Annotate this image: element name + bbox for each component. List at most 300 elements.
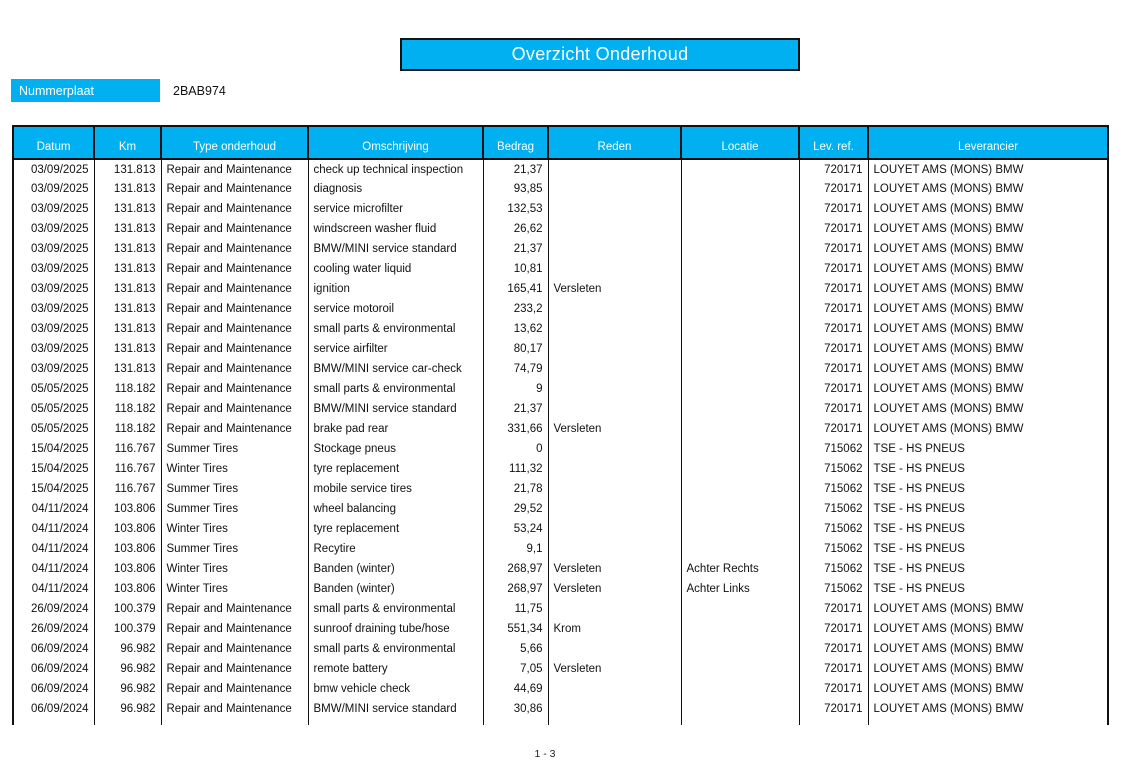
page-indicator-text: 1 - 3 [534, 748, 556, 760]
cell-locatie [681, 599, 799, 619]
table-row [13, 699, 1108, 719]
cell-datum: 03/09/2025 [13, 359, 94, 379]
cell-leverancier: TSE - HS PNEUS [868, 479, 1108, 499]
cell-type-onderhoud: Winter Tires [161, 559, 308, 579]
cell-km: 131.813 [94, 239, 161, 259]
cell-locatie [681, 479, 799, 499]
cell-omschrijving: small parts & environmental [308, 639, 483, 659]
table-row [13, 419, 1108, 439]
cell-reden [548, 479, 681, 499]
cell-km: 96.982 [94, 659, 161, 679]
table-row [13, 619, 1108, 639]
cell-bedrag: 11,75 [483, 599, 548, 619]
cell-lev-ref: 720171 [799, 299, 868, 319]
table-row [13, 219, 1108, 239]
cell-lev-ref: 720171 [799, 219, 868, 239]
cell-type-onderhoud: Repair and Maintenance [161, 199, 308, 219]
cell-locatie [681, 159, 799, 179]
column-header-reden: Reden [548, 126, 681, 159]
cell-reden [548, 179, 681, 199]
cell-omschrijving: small parts & environmental [308, 379, 483, 399]
cell-lev-ref: 720171 [799, 679, 868, 699]
cell-leverancier: LOUYET AMS (MONS) BMW [868, 259, 1108, 279]
cell-datum: 05/05/2025 [13, 419, 94, 439]
cell-leverancier: LOUYET AMS (MONS) BMW [868, 299, 1108, 319]
cell-type-onderhoud: Repair and Maintenance [161, 399, 308, 419]
cell-datum: 04/11/2024 [13, 539, 94, 559]
cell-leverancier: LOUYET AMS (MONS) BMW [868, 659, 1108, 679]
cell-bedrag: 21,78 [483, 479, 548, 499]
cell-datum: 15/04/2025 [13, 439, 94, 459]
cell-km: 103.806 [94, 579, 161, 599]
cell-leverancier: TSE - HS PNEUS [868, 539, 1108, 559]
cell-km [94, 719, 161, 725]
license-plate-label-text: Nummerplaat [19, 83, 95, 98]
cell-bedrag: 331,66 [483, 419, 548, 439]
cell-omschrijving: ignition [308, 279, 483, 299]
cell-omschrijving: BMW/MINI service standard [308, 239, 483, 259]
cell-km: 100.379 [94, 619, 161, 639]
cell-km: 100.379 [94, 599, 161, 619]
cell-lev-ref: 715062 [799, 539, 868, 559]
cell-bedrag: 29,52 [483, 499, 548, 519]
table-row [13, 339, 1108, 359]
cell-bedrag: 268,97 [483, 559, 548, 579]
cell-datum: 03/09/2025 [13, 339, 94, 359]
cell-bedrag: 80,17 [483, 339, 548, 359]
cell-km: 131.813 [94, 219, 161, 239]
cell-locatie [681, 499, 799, 519]
cell-km: 131.813 [94, 159, 161, 179]
cell-type-onderhoud: Repair and Maintenance [161, 699, 308, 719]
cell-km: 118.182 [94, 399, 161, 419]
cell-bedrag: 551,34 [483, 619, 548, 639]
cell-reden [548, 719, 681, 725]
cell-type-onderhoud: Repair and Maintenance [161, 339, 308, 359]
cell-locatie [681, 239, 799, 259]
cell-bedrag: 13,62 [483, 319, 548, 339]
cell-lev-ref: 715062 [799, 459, 868, 479]
cell-leverancier: LOUYET AMS (MONS) BMW [868, 639, 1108, 659]
cell-leverancier: LOUYET AMS (MONS) BMW [868, 699, 1108, 719]
cell-lev-ref: 720171 [799, 319, 868, 339]
cell-leverancier: TSE - HS PNEUS [868, 579, 1108, 599]
cell-leverancier: LOUYET AMS (MONS) BMW [868, 199, 1108, 219]
table-row [13, 459, 1108, 479]
cell-reden: Versleten [548, 419, 681, 439]
cell-bedrag [483, 719, 548, 725]
cell-km: 131.813 [94, 319, 161, 339]
cell-km: 103.806 [94, 499, 161, 519]
cell-bedrag: 233,2 [483, 299, 548, 319]
cell-reden [548, 499, 681, 519]
column-header-bedrag: Bedrag [483, 126, 548, 159]
table-row [13, 599, 1108, 619]
cell-reden [548, 319, 681, 339]
cell-datum: 26/09/2024 [13, 619, 94, 639]
cell-locatie [681, 419, 799, 439]
cell-bedrag: 111,32 [483, 459, 548, 479]
cell-datum: 03/09/2025 [13, 259, 94, 279]
column-header-omschrijving: Omschrijving [308, 126, 483, 159]
cell-km: 116.767 [94, 439, 161, 459]
cell-reden: Versleten [548, 659, 681, 679]
cell-bedrag: 93,85 [483, 179, 548, 199]
table-row [13, 679, 1108, 699]
cell-omschrijving: brake pad rear [308, 419, 483, 439]
cell-km: 96.982 [94, 639, 161, 659]
table-row [13, 659, 1108, 679]
cell-leverancier: LOUYET AMS (MONS) BMW [868, 179, 1108, 199]
cell-locatie [681, 399, 799, 419]
cell-km: 131.813 [94, 199, 161, 219]
cell-bedrag: 44,69 [483, 679, 548, 699]
cell-omschrijving: BMW/MINI service car-check [308, 359, 483, 379]
cell-km: 131.813 [94, 279, 161, 299]
cell-leverancier: TSE - HS PNEUS [868, 559, 1108, 579]
table-row [13, 399, 1108, 419]
cell-km: 103.806 [94, 559, 161, 579]
table-row [13, 299, 1108, 319]
cell-omschrijving: small parts & environmental [308, 599, 483, 619]
cell-leverancier [868, 719, 1108, 725]
header-row [13, 126, 1108, 159]
cell-omschrijving: BMW/MINI service standard [308, 699, 483, 719]
table-row [13, 639, 1108, 659]
cell-locatie [681, 199, 799, 219]
maintenance-table-header [13, 126, 1108, 159]
cell-type-onderhoud: Repair and Maintenance [161, 279, 308, 299]
table-row [13, 519, 1108, 539]
cell-locatie [681, 619, 799, 639]
cell-leverancier: LOUYET AMS (MONS) BMW [868, 279, 1108, 299]
cell-datum: 06/09/2024 [13, 679, 94, 699]
cell-locatie [681, 719, 799, 725]
column-header-lev-ref: Lev. ref. [799, 126, 868, 159]
cell-type-onderhoud: Summer Tires [161, 439, 308, 459]
cell-leverancier: LOUYET AMS (MONS) BMW [868, 419, 1108, 439]
column-header-datum: Datum [13, 126, 94, 159]
maintenance-table [12, 125, 1109, 725]
cell-type-onderhoud: Repair and Maintenance [161, 639, 308, 659]
cell-reden [548, 679, 681, 699]
cell-locatie [681, 319, 799, 339]
table-row [13, 539, 1108, 559]
cell-type-onderhoud: Repair and Maintenance [161, 299, 308, 319]
cell-type-onderhoud: Repair and Maintenance [161, 159, 308, 179]
cell-bedrag: 10,81 [483, 259, 548, 279]
cell-omschrijving [308, 719, 483, 725]
cell-reden [548, 599, 681, 619]
cell-locatie [681, 539, 799, 559]
cell-reden: Versleten [548, 579, 681, 599]
cell-locatie [681, 219, 799, 239]
cell-datum: 06/09/2024 [13, 659, 94, 679]
cell-km: 116.767 [94, 459, 161, 479]
cell-leverancier: TSE - HS PNEUS [868, 459, 1108, 479]
cell-lev-ref: 720171 [799, 419, 868, 439]
cell-locatie [681, 659, 799, 679]
cell-type-onderhoud: Winter Tires [161, 459, 308, 479]
cell-reden [548, 359, 681, 379]
cell-leverancier: LOUYET AMS (MONS) BMW [868, 159, 1108, 179]
license-plate-value-text: 2BAB974 [173, 83, 226, 98]
cell-datum: 26/09/2024 [13, 599, 94, 619]
cell-omschrijving: mobile service tires [308, 479, 483, 499]
cell-reden [548, 339, 681, 359]
cell-locatie [681, 259, 799, 279]
cell-type-onderhoud: Repair and Maintenance [161, 319, 308, 339]
cell-reden [548, 199, 681, 219]
cell-km: 118.182 [94, 379, 161, 399]
cell-lev-ref: 720171 [799, 339, 868, 359]
table-row [13, 319, 1108, 339]
table-row [13, 559, 1108, 579]
cell-lev-ref: 720171 [799, 159, 868, 179]
cell-reden [548, 699, 681, 719]
cell-omschrijving: check up technical inspection [308, 159, 483, 179]
cell-bedrag: 21,37 [483, 239, 548, 259]
cell-locatie [681, 639, 799, 659]
cell-km: 131.813 [94, 299, 161, 319]
cell-locatie [681, 179, 799, 199]
cell-lev-ref: 715062 [799, 499, 868, 519]
cell-reden [548, 639, 681, 659]
cell-lev-ref: 720171 [799, 619, 868, 639]
cell-omschrijving: remote battery [308, 659, 483, 679]
cell-reden: Versleten [548, 279, 681, 299]
cell-datum: 03/09/2025 [13, 279, 94, 299]
cell-reden [548, 459, 681, 479]
cell-datum: 06/09/2024 [13, 639, 94, 659]
cell-lev-ref: 715062 [799, 439, 868, 459]
cell-omschrijving: Recytire [308, 539, 483, 559]
cell-locatie [681, 299, 799, 319]
cell-km: 131.813 [94, 359, 161, 379]
cell-km: 118.182 [94, 419, 161, 439]
table-row [13, 499, 1108, 519]
table-row [13, 279, 1108, 299]
cell-omschrijving: wheel balancing [308, 499, 483, 519]
cell-omschrijving: windscreen washer fluid [308, 219, 483, 239]
cell-reden: Krom [548, 619, 681, 639]
cell-reden [548, 259, 681, 279]
report-title-text: Overzicht Onderhoud [511, 44, 689, 64]
cell-type-onderhoud: Repair and Maintenance [161, 599, 308, 619]
cell-lev-ref: 720171 [799, 599, 868, 619]
cell-locatie [681, 279, 799, 299]
cell-datum: 03/09/2025 [13, 299, 94, 319]
cell-omschrijving: tyre replacement [308, 519, 483, 539]
cell-bedrag: 5,66 [483, 639, 548, 659]
cell-leverancier: LOUYET AMS (MONS) BMW [868, 339, 1108, 359]
cell-lev-ref: 720171 [799, 359, 868, 379]
cell-leverancier: LOUYET AMS (MONS) BMW [868, 399, 1108, 419]
cell-reden [548, 519, 681, 539]
cell-datum: 06/09/2024 [13, 699, 94, 719]
cell-type-onderhoud: Repair and Maintenance [161, 239, 308, 259]
cell-locatie [681, 459, 799, 479]
cell-leverancier: TSE - HS PNEUS [868, 439, 1108, 459]
cell-bedrag: 132,53 [483, 199, 548, 219]
cell-km: 131.813 [94, 339, 161, 359]
cell-lev-ref: 715062 [799, 479, 868, 499]
cell-type-onderhoud: Repair and Maintenance [161, 219, 308, 239]
cell-km: 96.982 [94, 679, 161, 699]
license-plate-value [173, 79, 226, 102]
cell-reden [548, 399, 681, 419]
cell-km: 103.806 [94, 519, 161, 539]
cell-datum: 03/09/2025 [13, 319, 94, 339]
cell-locatie: Achter Links [681, 579, 799, 599]
cell-datum: 03/09/2025 [13, 199, 94, 219]
cell-leverancier: LOUYET AMS (MONS) BMW [868, 379, 1108, 399]
cell-leverancier: TSE - HS PNEUS [868, 519, 1108, 539]
cell-type-onderhoud: Repair and Maintenance [161, 659, 308, 679]
cell-km: 131.813 [94, 179, 161, 199]
column-header-locatie: Locatie [681, 126, 799, 159]
cell-bedrag: 53,24 [483, 519, 548, 539]
cell-bedrag: 268,97 [483, 579, 548, 599]
cell-datum: 03/09/2025 [13, 179, 94, 199]
cell-datum [13, 719, 94, 725]
cell-lev-ref: 720171 [799, 259, 868, 279]
cell-locatie [681, 519, 799, 539]
cell-lev-ref: 715062 [799, 559, 868, 579]
cell-km: 103.806 [94, 539, 161, 559]
cell-omschrijving: tyre replacement [308, 459, 483, 479]
cell-type-onderhoud: Winter Tires [161, 579, 308, 599]
cell-km: 96.982 [94, 699, 161, 719]
maintenance-table-body [13, 159, 1108, 725]
cell-lev-ref [799, 719, 868, 725]
cell-km: 131.813 [94, 259, 161, 279]
cell-locatie [681, 699, 799, 719]
cell-omschrijving: sunroof draining tube/hose [308, 619, 483, 639]
table-row [13, 379, 1108, 399]
cell-leverancier: LOUYET AMS (MONS) BMW [868, 599, 1108, 619]
cell-datum: 03/09/2025 [13, 159, 94, 179]
cell-type-onderhoud: Summer Tires [161, 539, 308, 559]
cell-lev-ref: 720171 [799, 379, 868, 399]
cell-reden [548, 439, 681, 459]
cell-type-onderhoud: Repair and Maintenance [161, 259, 308, 279]
cell-lev-ref: 720171 [799, 639, 868, 659]
cell-leverancier: LOUYET AMS (MONS) BMW [868, 619, 1108, 639]
cell-leverancier: LOUYET AMS (MONS) BMW [868, 239, 1108, 259]
column-header-leverancier: Leverancier [868, 126, 1108, 159]
cell-lev-ref: 720171 [799, 199, 868, 219]
cell-reden: Versleten [548, 559, 681, 579]
table-row [13, 479, 1108, 499]
cell-bedrag: 0 [483, 439, 548, 459]
cell-bedrag: 74,79 [483, 359, 548, 379]
table-row [13, 159, 1108, 179]
cell-type-onderhoud: Repair and Maintenance [161, 359, 308, 379]
cell-reden [548, 539, 681, 559]
cell-omschrijving: service airfilter [308, 339, 483, 359]
cell-datum: 15/04/2025 [13, 479, 94, 499]
cell-reden [548, 299, 681, 319]
cell-type-onderhoud: Repair and Maintenance [161, 679, 308, 699]
cell-leverancier: LOUYET AMS (MONS) BMW [868, 219, 1108, 239]
cell-omschrijving: service motoroil [308, 299, 483, 319]
cell-reden [548, 159, 681, 179]
page-indicator [0, 748, 1090, 760]
cell-locatie: Achter Rechts [681, 559, 799, 579]
cell-datum: 04/11/2024 [13, 579, 94, 599]
table-row [13, 259, 1108, 279]
cell-lev-ref: 720171 [799, 179, 868, 199]
cell-locatie [681, 359, 799, 379]
table-row [13, 199, 1108, 219]
cell-reden [548, 239, 681, 259]
cell-km: 116.767 [94, 479, 161, 499]
cell-leverancier: LOUYET AMS (MONS) BMW [868, 359, 1108, 379]
cell-omschrijving: bmw vehicle check [308, 679, 483, 699]
cell-bedrag: 165,41 [483, 279, 548, 299]
cell-bedrag: 9,1 [483, 539, 548, 559]
cell-omschrijving: BMW/MINI service standard [308, 399, 483, 419]
cell-omschrijving: Banden (winter) [308, 579, 483, 599]
cell-omschrijving: Stockage pneus [308, 439, 483, 459]
license-plate-label [11, 79, 160, 102]
cell-locatie [681, 339, 799, 359]
cell-type-onderhoud: Repair and Maintenance [161, 419, 308, 439]
cell-leverancier: TSE - HS PNEUS [868, 499, 1108, 519]
cell-omschrijving: cooling water liquid [308, 259, 483, 279]
cell-omschrijving: small parts & environmental [308, 319, 483, 339]
cell-omschrijving: diagnosis [308, 179, 483, 199]
cell-type-onderhoud: Repair and Maintenance [161, 619, 308, 639]
clipped-row [13, 719, 1108, 725]
cell-lev-ref: 715062 [799, 579, 868, 599]
column-header-type-onderhoud: Type onderhoud [161, 126, 308, 159]
cell-omschrijving: service microfilter [308, 199, 483, 219]
cell-lev-ref: 720171 [799, 399, 868, 419]
table-row [13, 239, 1108, 259]
cell-bedrag: 21,37 [483, 399, 548, 419]
cell-datum: 04/11/2024 [13, 519, 94, 539]
cell-bedrag: 7,05 [483, 659, 548, 679]
table-row [13, 439, 1108, 459]
cell-type-onderhoud: Summer Tires [161, 479, 308, 499]
cell-bedrag: 21,37 [483, 159, 548, 179]
cell-leverancier: LOUYET AMS (MONS) BMW [868, 679, 1108, 699]
cell-bedrag: 9 [483, 379, 548, 399]
table-row [13, 179, 1108, 199]
cell-leverancier: LOUYET AMS (MONS) BMW [868, 319, 1108, 339]
cell-datum: 03/09/2025 [13, 239, 94, 259]
cell-omschrijving: Banden (winter) [308, 559, 483, 579]
cell-locatie [681, 379, 799, 399]
table-row [13, 579, 1108, 599]
cell-locatie [681, 439, 799, 459]
cell-lev-ref: 715062 [799, 519, 868, 539]
cell-type-onderhoud [161, 719, 308, 725]
cell-reden [548, 379, 681, 399]
cell-bedrag: 26,62 [483, 219, 548, 239]
cell-bedrag: 30,86 [483, 699, 548, 719]
cell-locatie [681, 679, 799, 699]
cell-lev-ref: 720171 [799, 239, 868, 259]
cell-reden [548, 219, 681, 239]
cell-datum: 04/11/2024 [13, 499, 94, 519]
cell-type-onderhoud: Summer Tires [161, 499, 308, 519]
cell-datum: 05/05/2025 [13, 379, 94, 399]
cell-type-onderhoud: Repair and Maintenance [161, 379, 308, 399]
cell-lev-ref: 720171 [799, 699, 868, 719]
